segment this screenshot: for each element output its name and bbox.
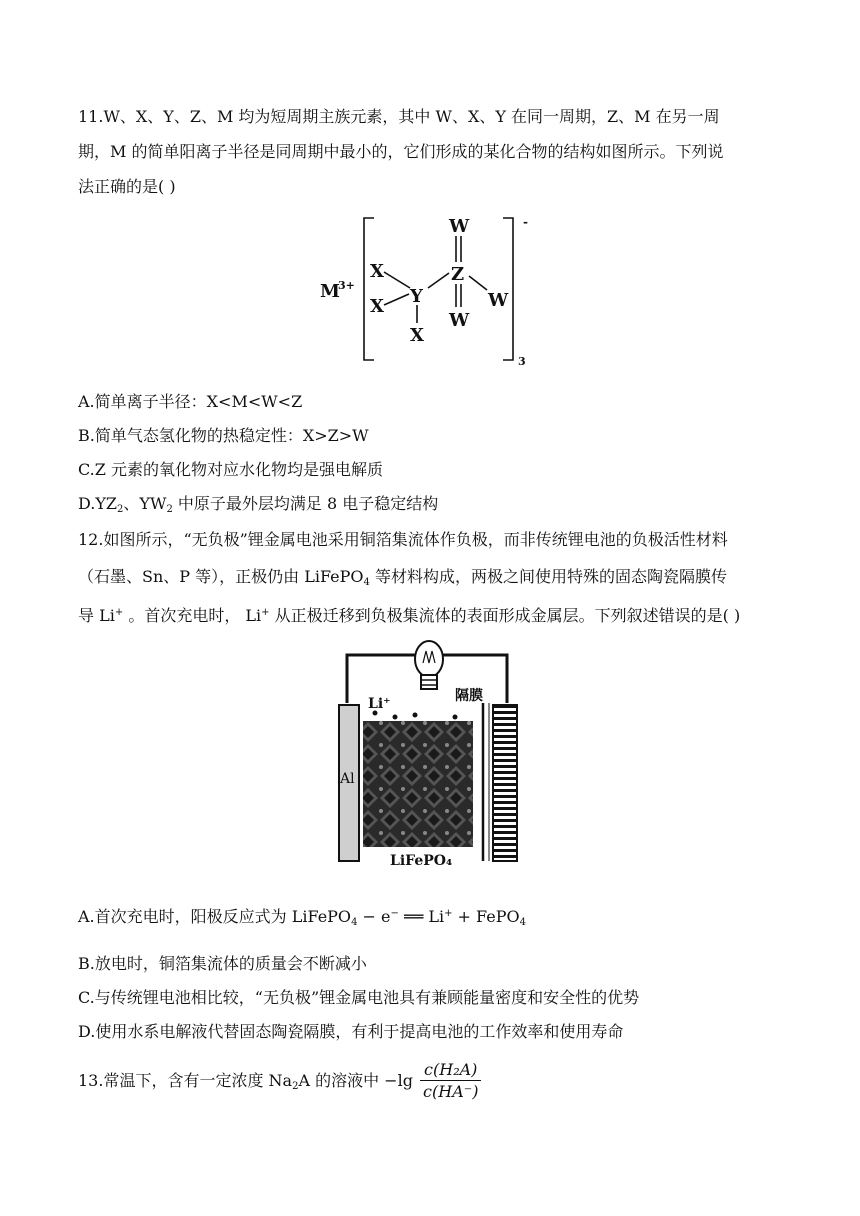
q11-stem-line-2: 期，M 的简单阳离子半径是同周期中最小的，它们形成的某化合物的结构如图所示。下列说: [78, 142, 724, 161]
al-label: Al: [340, 771, 355, 787]
atom-x1: X: [370, 261, 384, 282]
anion-count: 3: [518, 355, 526, 368]
q12-option-a: A.首次充电时，阳极反应式为 LiFePO$_4$ − e− ══ Li+ + FePO$_4$: [78, 907, 526, 928]
q11-structure-figure: [318, 210, 538, 370]
lifepo4-cathode: [363, 721, 473, 847]
bracket-left: [364, 218, 374, 360]
q12-stem-line-2: （石墨、Sn、P 等），正极仍由 LiFePO$_4$ 等材料构成，两极之间使用特殊的固态陶瓷隔膜传: [78, 567, 727, 588]
q11-option-c: C.Z 元素的氧化物对应水化物均是强电解质: [78, 460, 383, 479]
q12-option-b: B.放电时，铜箔集流体的质量会不断减小: [78, 954, 367, 973]
q11-stem-line-1: 11.W、X、Y、Z、M 均为短周期主族元素，其中 W、X、Y 在同一周期，Z、M 在另一周: [78, 107, 720, 126]
copper-foil-collector: [493, 705, 517, 861]
light-bulb-icon: [415, 641, 443, 689]
bracket-right: [503, 218, 513, 360]
cation-label: M: [320, 281, 340, 302]
q13-stem: 13.常温下，含有一定浓度 $Na_2A$ 的溶液中 −lg $\frac{\text{c(H₂A)}}{c(HA^-)}$: [78, 1058, 481, 1110]
concentration-ratio-fraction: $\frac{\text{c(H₂A)}}{c(HA^-)}$: [420, 1060, 481, 1103]
cathode-label: LiFePO₄: [390, 853, 453, 869]
atom-w-top: W: [449, 216, 470, 237]
atom-z: Z: [451, 264, 465, 285]
li-ion-label: Li⁺: [368, 696, 391, 712]
q11-option-b: B.简单气态氢化物的热稳定性：X>Z>W: [78, 426, 369, 445]
q12-option-d: D.使用水系电解液代替固态陶瓷隔膜，有利于提高电池的工作效率和使用寿命: [78, 1022, 624, 1041]
atom-w-right: W: [488, 290, 509, 311]
q12-option-c: C.与传统锂电池相比较，“无负极”锂金属电池具有兼顾能量密度和安全性的优势: [78, 988, 640, 1007]
cation-charge: 3+: [338, 279, 355, 292]
atom-w-bottom: W: [449, 310, 470, 331]
q12-battery-figure: [335, 633, 525, 873]
atom-x3: X: [410, 325, 424, 346]
anion-charge: -: [523, 215, 528, 229]
q11-option-a: A.简单离子半径：X<M<W<Z: [78, 392, 303, 411]
q11-option-d: $D.YZ_2$、$YW_2$ 中原子最外层均满足 8 电子稳定结构: [78, 494, 439, 515]
q12-stem-line-3: 导 Li+ 。首次充电时， Li+ 从正极迁移到负极集流体的表面形成金属层。下列叙述错误的是( ): [78, 606, 741, 625]
separator-label: 隔膜: [455, 688, 483, 704]
atom-y: Y: [410, 286, 423, 307]
q12-stem-line-1: 12.如图所示，“无负极”锂金属电池采用铜箔集流体作负极，而非传统锂电池的负极活性材料: [78, 530, 728, 549]
atom-x2: X: [370, 296, 384, 317]
q11-stem-line-3: 法正确的是( ): [78, 177, 176, 196]
